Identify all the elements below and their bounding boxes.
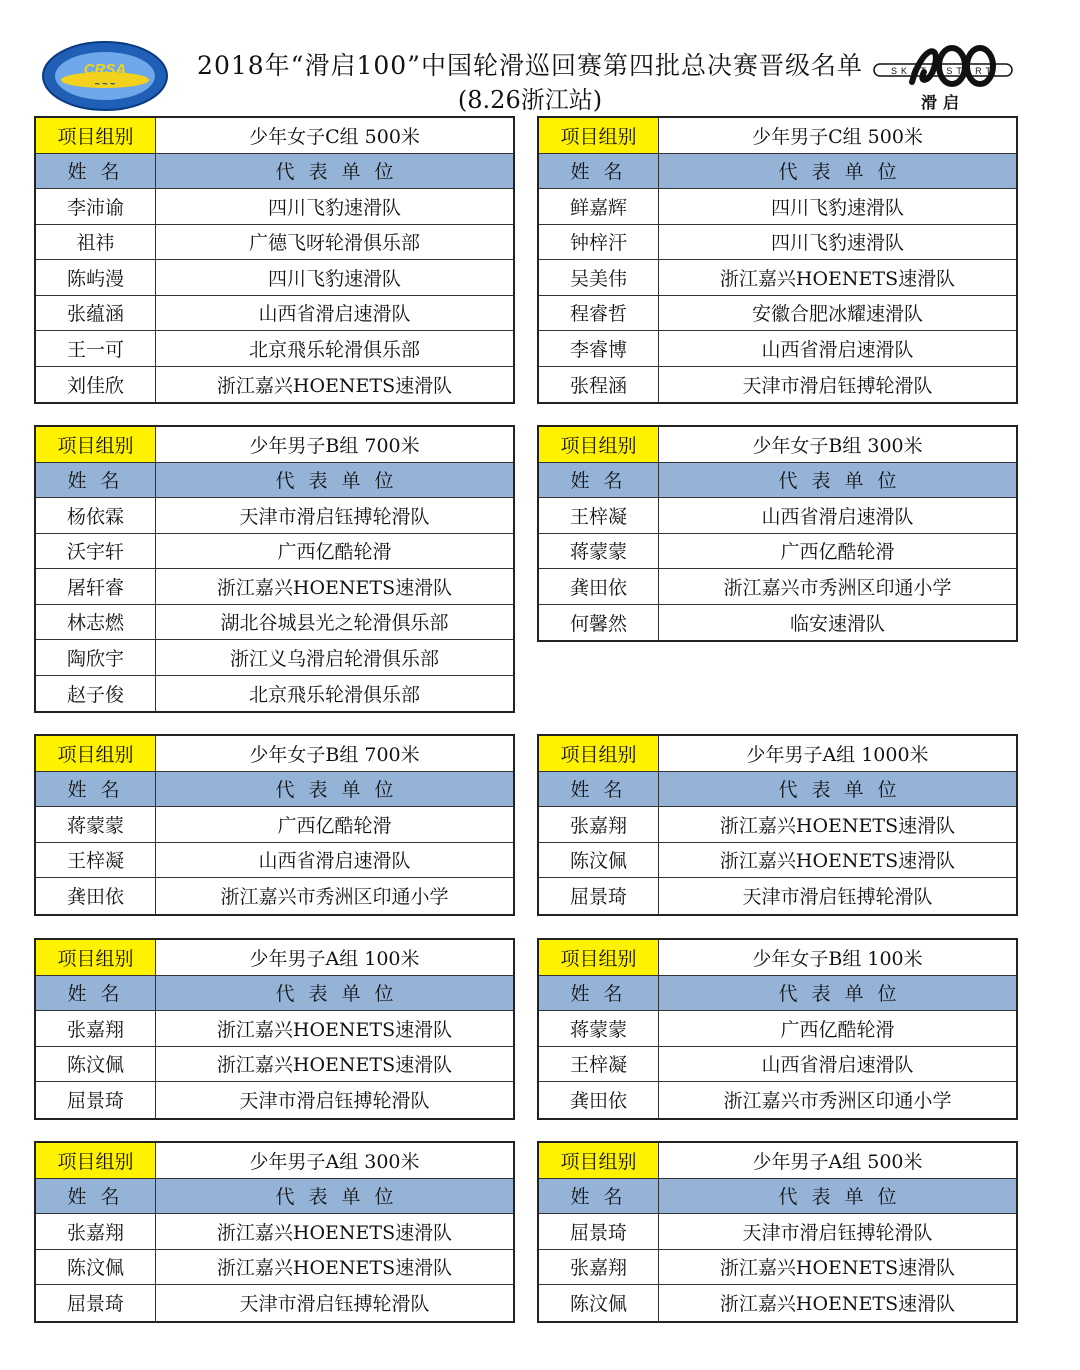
team-name: 浙江嘉兴市秀洲区印通小学 — [723, 576, 952, 599]
athlete-name: 沃宇轩 — [36, 534, 156, 569]
team-name: 山西省滑启速滑队 — [761, 1054, 914, 1077]
athlete-name: 祖祎 — [36, 225, 156, 260]
table-row — [36, 569, 513, 605]
table-row — [36, 1011, 513, 1047]
team-name: 浙江嘉兴HOENETS速滑队 — [719, 850, 956, 873]
table-row — [539, 1250, 1016, 1286]
event-label: 项目组别 — [539, 118, 659, 153]
event-table — [537, 425, 1018, 642]
team-name: 四川飞豹速滑队 — [770, 196, 904, 219]
team-name: 浙江嘉兴HOENETS速滑队 — [719, 814, 956, 837]
event-row — [36, 940, 513, 976]
team-name: 浙江嘉兴市秀洲区印通小学 — [220, 886, 449, 909]
team-name: 天津市滑启钰搏轮滑队 — [239, 1293, 430, 1316]
athlete-name: 钟梓汗 — [539, 225, 659, 260]
table-row — [36, 676, 513, 712]
table-row — [539, 534, 1016, 570]
table-row — [36, 807, 513, 843]
event-table — [34, 425, 515, 713]
event-label: 项目组别 — [36, 427, 156, 462]
column-header-row — [539, 976, 1016, 1012]
event-table — [34, 938, 515, 1120]
unit-header: 代表单位 — [778, 470, 911, 493]
event-title: 少年男子A组 500米 — [752, 1150, 923, 1173]
athlete-name: 吴美伟 — [539, 260, 659, 295]
athlete-name: 王一可 — [36, 331, 156, 366]
event-table — [537, 734, 1018, 916]
column-header-row — [36, 1179, 513, 1215]
event-title: 少年男子A组 1000米 — [746, 743, 929, 766]
table-row — [36, 640, 513, 676]
unit-header: 代表单位 — [275, 779, 408, 802]
table-row — [36, 498, 513, 534]
athlete-name: 屈景琦 — [539, 1214, 659, 1249]
team-name: 天津市滑启钰搏轮滑队 — [742, 374, 933, 397]
athlete-name: 屈景琦 — [36, 1082, 156, 1118]
athlete-name: 鲜嘉辉 — [539, 189, 659, 224]
team-name: 四川飞豹速滑队 — [770, 232, 904, 255]
event-title: 少年男子A组 100米 — [249, 947, 420, 970]
team-name: 临安速滑队 — [789, 612, 885, 635]
athlete-name: 龚田依 — [36, 878, 156, 914]
event-title: 少年男子C组 500米 — [752, 125, 923, 148]
unit-header: 代表单位 — [778, 161, 911, 184]
athlete-name: 赵子俊 — [36, 676, 156, 712]
athlete-name: 杨依霖 — [36, 498, 156, 533]
team-name: 浙江嘉兴HOENETS速滑队 — [216, 576, 453, 599]
athlete-name: 张嘉翔 — [539, 1250, 659, 1285]
event-row — [539, 118, 1016, 154]
athlete-name: 李沛谕 — [36, 189, 156, 224]
name-header: 姓名 — [36, 976, 156, 1011]
athlete-name: 张嘉翔 — [36, 1214, 156, 1249]
table-row — [539, 878, 1016, 914]
athlete-name: 陈汶佩 — [36, 1250, 156, 1285]
table-row — [539, 189, 1016, 225]
team-name: 北京飛乐轮滑俱乐部 — [248, 338, 420, 361]
table-row — [539, 367, 1016, 403]
table-row — [539, 1285, 1016, 1321]
athlete-name: 蒋蒙蒙 — [539, 534, 659, 569]
table-row — [36, 534, 513, 570]
athlete-name: 林志燃 — [36, 605, 156, 640]
event-table — [537, 1141, 1018, 1323]
name-header: 姓名 — [539, 154, 659, 189]
team-name: 湖北谷城县光之轮滑俱乐部 — [220, 612, 449, 635]
event-table — [34, 116, 515, 404]
skate-start-logo — [872, 42, 1014, 114]
team-name: 天津市滑启钰搏轮滑队 — [239, 505, 430, 528]
team-name: 天津市滑启钰搏轮滑队 — [742, 1221, 933, 1244]
athlete-name: 张程涵 — [539, 367, 659, 403]
table-row — [539, 296, 1016, 332]
team-name: 广西亿酷轮滑 — [780, 541, 895, 564]
event-row — [539, 940, 1016, 976]
table-row — [539, 605, 1016, 641]
table-row — [36, 878, 513, 914]
athlete-name: 张蕴涵 — [36, 296, 156, 331]
event-row — [36, 427, 513, 463]
name-header: 姓名 — [539, 1179, 659, 1214]
table-row — [36, 1047, 513, 1083]
team-name: 浙江嘉兴HOENETS速滑队 — [216, 1257, 453, 1280]
name-header: 姓名 — [539, 976, 659, 1011]
team-name: 广西亿酷轮滑 — [780, 1018, 895, 1041]
table-row — [36, 367, 513, 403]
team-name: 浙江嘉兴HOENETS速滑队 — [216, 1054, 453, 1077]
athlete-name: 张嘉翔 — [539, 807, 659, 842]
event-row — [36, 118, 513, 154]
athlete-name: 陈汶佩 — [539, 843, 659, 878]
crsa-logo — [40, 40, 170, 112]
table-row — [539, 1082, 1016, 1118]
unit-header: 代表单位 — [778, 983, 911, 1006]
event-title: 少年女子B组 700米 — [249, 743, 420, 766]
name-header: 姓名 — [539, 772, 659, 807]
page-header — [0, 0, 1080, 116]
athlete-name: 蒋蒙蒙 — [36, 807, 156, 842]
skate-start-logo-text: SKATE START — [890, 66, 996, 76]
skate-start-logo-caption: 滑启 — [920, 95, 966, 112]
table-row — [539, 225, 1016, 261]
team-name: 浙江嘉兴HOENETS速滑队 — [719, 267, 956, 290]
column-header-row — [36, 154, 513, 190]
column-header-row — [36, 463, 513, 499]
page-subtitle: (8.26浙江站) — [457, 86, 603, 114]
team-name: 山西省滑启速滑队 — [258, 303, 411, 326]
table-row — [36, 296, 513, 332]
table-row — [539, 843, 1016, 879]
unit-header: 代表单位 — [275, 1186, 408, 1209]
table-row — [36, 1082, 513, 1118]
team-name: 广德飞呀轮滑俱乐部 — [248, 232, 420, 255]
athlete-name: 王梓凝 — [539, 498, 659, 533]
athlete-name: 李睿博 — [539, 331, 659, 366]
table-row — [539, 1214, 1016, 1250]
team-name: 广西亿酷轮滑 — [277, 541, 392, 564]
table-row — [539, 260, 1016, 296]
unit-header: 代表单位 — [778, 1186, 911, 1209]
table-row — [36, 605, 513, 641]
event-row — [36, 1143, 513, 1179]
athlete-name: 陈汶佩 — [36, 1047, 156, 1082]
event-table — [34, 1141, 515, 1323]
table-row — [36, 189, 513, 225]
team-name: 山西省滑启速滑队 — [761, 505, 914, 528]
event-label: 项目组别 — [36, 940, 156, 975]
team-name: 浙江嘉兴HOENETS速滑队 — [216, 1018, 453, 1041]
table-row — [36, 1285, 513, 1321]
athlete-name: 程睿哲 — [539, 296, 659, 331]
name-header: 姓名 — [36, 1179, 156, 1214]
name-header: 姓名 — [36, 154, 156, 189]
unit-header: 代表单位 — [275, 470, 408, 493]
team-name: 浙江嘉兴HOENETS速滑队 — [216, 374, 453, 397]
table-row — [539, 1047, 1016, 1083]
table-row — [539, 1011, 1016, 1047]
event-row — [539, 1143, 1016, 1179]
athlete-name: 陈屿漫 — [36, 260, 156, 295]
athlete-name: 陶欣宇 — [36, 640, 156, 675]
athlete-name: 屈景琦 — [539, 878, 659, 914]
team-name: 浙江嘉兴市秀洲区印通小学 — [723, 1090, 952, 1113]
event-label: 项目组别 — [36, 118, 156, 153]
team-name: 广西亿酷轮滑 — [277, 814, 392, 837]
name-header: 姓名 — [36, 772, 156, 807]
event-label: 项目组别 — [539, 1143, 659, 1178]
name-header: 姓名 — [36, 463, 156, 498]
svg-text:~ ~ ~: ~ ~ ~ — [94, 79, 116, 89]
team-name: 浙江嘉兴HOENETS速滑队 — [719, 1257, 956, 1280]
athlete-name: 王梓凝 — [36, 843, 156, 878]
athlete-name: 龚田依 — [539, 1082, 659, 1118]
athlete-name: 屠轩睿 — [36, 569, 156, 604]
team-name: 四川飞豹速滑队 — [267, 196, 401, 219]
column-header-row — [539, 772, 1016, 808]
crsa-logo-text: CRSA — [83, 61, 127, 78]
team-name: 浙江嘉兴HOENETS速滑队 — [216, 1221, 453, 1244]
table-row — [36, 1214, 513, 1250]
table-row — [539, 569, 1016, 605]
athlete-name: 龚田依 — [539, 569, 659, 604]
event-table — [537, 116, 1018, 404]
athlete-name: 王梓凝 — [539, 1047, 659, 1082]
team-name: 浙江嘉兴HOENETS速滑队 — [719, 1293, 956, 1316]
table-row — [539, 807, 1016, 843]
event-row — [36, 736, 513, 772]
table-row — [36, 1250, 513, 1286]
event-row — [539, 427, 1016, 463]
table-row — [36, 843, 513, 879]
team-name: 浙江义乌滑启轮滑俱乐部 — [229, 647, 439, 670]
table-row — [36, 225, 513, 261]
athlete-name: 蒋蒙蒙 — [539, 1011, 659, 1046]
column-header-row — [539, 463, 1016, 499]
team-name: 天津市滑启钰搏轮滑队 — [742, 886, 933, 909]
unit-header: 代表单位 — [275, 983, 408, 1006]
table-row — [539, 331, 1016, 367]
event-table — [537, 938, 1018, 1120]
event-title: 少年女子C组 500米 — [249, 125, 420, 148]
event-row — [539, 736, 1016, 772]
event-table — [34, 734, 515, 916]
event-label: 项目组别 — [539, 736, 659, 771]
name-header: 姓名 — [539, 463, 659, 498]
event-title: 少年男子A组 300米 — [249, 1150, 420, 1173]
athlete-name: 何馨然 — [539, 605, 659, 641]
column-header-row — [36, 772, 513, 808]
team-name: 四川飞豹速滑队 — [267, 267, 401, 290]
event-title: 少年女子B组 300米 — [752, 434, 923, 457]
team-name: 山西省滑启速滑队 — [761, 338, 914, 361]
event-label: 项目组别 — [36, 736, 156, 771]
event-label: 项目组别 — [36, 1143, 156, 1178]
table-row — [36, 331, 513, 367]
event-title: 少年女子B组 100米 — [752, 947, 923, 970]
athlete-name: 张嘉翔 — [36, 1011, 156, 1046]
column-header-row — [539, 1179, 1016, 1215]
unit-header: 代表单位 — [778, 779, 911, 802]
team-name: 天津市滑启钰搏轮滑队 — [239, 1090, 430, 1113]
page-title: 2018年“滑启100”中国轮滑巡回赛第四批总决赛晋级名单 — [197, 51, 863, 80]
team-name: 安徽合肥冰耀速滑队 — [751, 303, 923, 326]
table-row — [36, 260, 513, 296]
unit-header: 代表单位 — [275, 161, 408, 184]
event-label: 项目组别 — [539, 940, 659, 975]
table-row — [539, 498, 1016, 534]
athlete-name: 陈汶佩 — [539, 1285, 659, 1321]
event-title: 少年男子B组 700米 — [249, 434, 420, 457]
team-name: 山西省滑启速滑队 — [258, 850, 411, 873]
event-label: 项目组别 — [539, 427, 659, 462]
athlete-name: 屈景琦 — [36, 1285, 156, 1321]
column-header-row — [36, 976, 513, 1012]
team-name: 北京飛乐轮滑俱乐部 — [248, 683, 420, 706]
column-header-row — [539, 154, 1016, 190]
athlete-name: 刘佳欣 — [36, 367, 156, 403]
